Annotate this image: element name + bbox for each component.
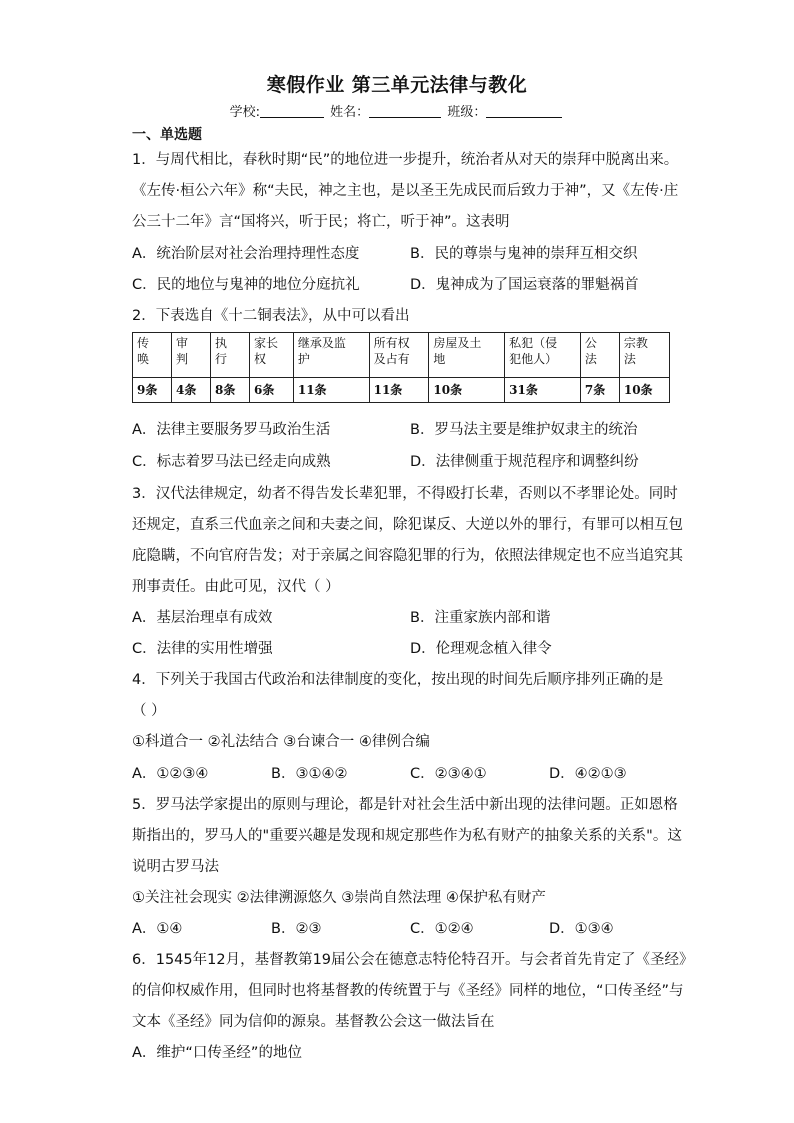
q6-stem-line-2: 的信仰权威作用，但同时也将基督教的传统置于与《圣经》同样的地位，“口传圣经”与 [132,983,684,999]
q4-stem-line-2: （ ） [132,703,166,719]
table-header-cell: 传 唤 [133,333,172,378]
page-title: 寒假作业 第三单元法律与教化 [266,74,528,96]
q3-option-d[interactable]: D．伦理观念植入律令 [410,641,552,657]
q1-option-a[interactable]: A．统治阶层对社会治理持理性态度 [132,246,360,262]
twelve-tables-table [132,332,670,403]
table-header-cell: 宗教 法 [619,333,669,378]
table-header-cell: 公 法 [580,333,619,378]
table-cell: 11条 [369,378,429,403]
q3-stem-line-1: 3．汉代法律规定，幼者不得告发长辈犯罪，不得殴打长辈，否则以不孝罪论处。同时 [132,486,678,502]
q4-option-c[interactable]: C．②③④① [410,766,487,782]
q4-stem-line-1: 4．下列关于我国古代政治和法律制度的变化，按出现的时间先后顺序排列正确的是 [132,672,664,688]
class-blank[interactable] [486,104,562,118]
q4-option-b[interactable]: B．③①④② [271,766,348,782]
table-count-row [133,378,670,403]
q3-option-a[interactable]: A．基层治理卓有成效 [132,610,273,626]
q1-stem-line-1: 1．与周代相比，春秋时期“民”的地位进一步提升，统治者从对天的崇拜中脱离出来。 [132,152,679,168]
q3-stem-line-3: 庇隐瞒，不向官府告发；对于亲属之间容隐犯罪的行为，依照法律规定也不应当追究其 [132,548,683,564]
student-info-line [0,101,794,120]
table-header-cell: 所有权 及占有 [369,333,429,378]
table-cell: 11条 [293,378,369,403]
table-header-cell: 继承及监 护 [293,333,369,378]
table-cell: 7条 [580,378,619,403]
school-label: 学校: [229,105,261,120]
q6-stem-line-1: 6．1545年12月，基督教第19届公会在德意志特伦特召开。与会者首先肯定了《圣经》 [132,952,694,968]
q3-stem-line-4: 刑事责任。由此可见，汉代（ ） [132,579,340,595]
q5-stem-line-2: 斯指出的，罗马人的"重要兴趣是发现和规定那些作为私有财产的抽象关系的关系"。这 [132,828,682,844]
table-header-cell: 家长 权 [250,333,294,378]
q1-stem-line-3: 公三十二年》言“国将兴，听于民；将亡，听于神”。这表明 [132,214,510,230]
table-header-cell: 执 行 [211,333,250,378]
name-label: 姓名： [330,105,370,120]
table-cell: 31条 [505,378,581,403]
q4-option-d[interactable]: D．④②①③ [549,766,627,782]
q1-option-c[interactable]: C．民的地位与鬼神的地位分庭抗礼 [132,277,360,293]
q1-option-d[interactable]: D．鬼神成为了国运衰落的罪魁祸首 [410,277,639,293]
q5-choices-line: ①关注社会现实 ②法律溯源悠久 ③崇尚自然法理 ④保护私有财产 [132,890,546,906]
q6-option-a[interactable]: A．维护“口传圣经”的地位 [132,1045,302,1061]
class-label: 班级： [447,105,487,120]
q2-option-a[interactable]: A．法律主要服务罗马政治生活 [132,422,331,438]
table-cell: 9条 [133,378,172,403]
q2-option-d[interactable]: D．法律侧重于规范程序和调整纠纷 [410,454,639,470]
q5-stem-line-1: 5．罗马法学家提出的原则与理论，都是针对社会生活中新出现的法律问题。正如恩格 [132,797,678,813]
q4-choices-line: ①科道合一 ②礼法结合 ③台谏合一 ④律例合编 [132,734,430,750]
table-cell: 10条 [429,378,505,403]
q3-option-c[interactable]: C．法律的实用性增强 [132,641,273,657]
table-cell: 4条 [172,378,211,403]
section-heading: 一、单选题 [132,127,202,143]
table-header-cell: 审 判 [172,333,211,378]
table-header-cell: 房屋及土 地 [429,333,505,378]
q6-stem-line-3: 文本《圣经》同为信仰的源泉。基督教公会这一做法旨在 [132,1014,495,1030]
table-cell: 6条 [250,378,294,403]
q1-option-b[interactable]: B．民的尊崇与鬼神的崇拜互相交织 [410,246,638,262]
name-blank[interactable] [369,104,441,118]
q4-option-a[interactable]: A．①②③④ [132,766,209,782]
q5-option-d[interactable]: D．①③④ [549,921,614,937]
table-cell: 8条 [211,378,250,403]
table-header-row [133,333,670,378]
q3-option-b[interactable]: B．注重家族内部和谐 [410,610,551,626]
q1-stem-line-2: 《左传·桓公六年》称“夫民，神之主也，是以圣王先成民而后致力于神”，又《左传·庄 [132,183,679,199]
school-blank[interactable] [260,104,324,118]
q5-stem-line-3: 说明古罗马法 [132,859,219,875]
q2-option-b[interactable]: B．罗马法主要是维护奴隶主的统治 [410,422,638,438]
q2-stem: 2．下表选自《十二铜表法》，从中可以看出 [132,308,410,324]
q2-option-c[interactable]: C．标志着罗马法已经走向成熟 [132,454,331,470]
q5-option-c[interactable]: C．①②④ [410,921,474,937]
table-cell: 10条 [619,378,669,403]
q5-option-a[interactable]: A．①④ [132,921,183,937]
table-header-cell: 私犯（侵 犯他人） [505,333,581,378]
q3-stem-line-2: 还规定，直系三代血亲之间和夫妻之间，除犯谋反、大逆以外的罪行，有罪可以相互包 [132,517,683,533]
q5-option-b[interactable]: B．②③ [271,921,322,937]
